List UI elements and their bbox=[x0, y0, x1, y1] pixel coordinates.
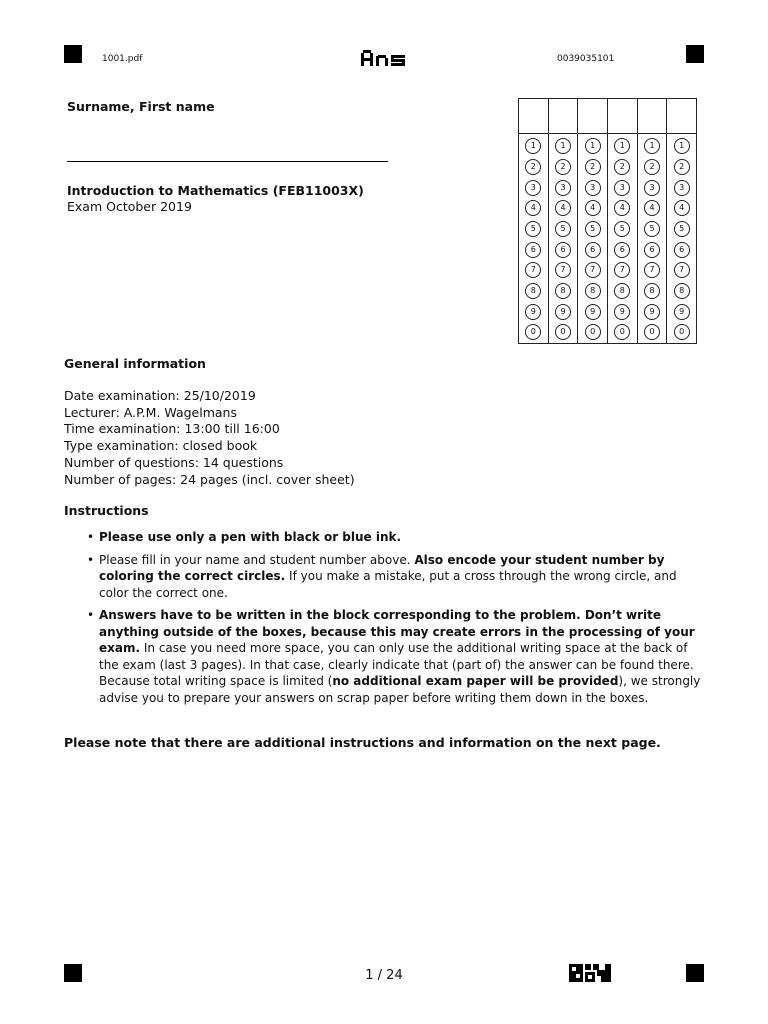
digit-bubble[interactable]: 6 bbox=[644, 242, 660, 258]
digit-bubble[interactable]: 6 bbox=[555, 242, 571, 258]
instruction-item bbox=[64, 552, 706, 602]
digit-bubble[interactable]: 6 bbox=[525, 242, 541, 258]
digit-write-box[interactable] bbox=[608, 99, 637, 134]
digit-bubble[interactable]: 0 bbox=[555, 324, 571, 340]
general-info-item: Type examination: closed book bbox=[64, 438, 258, 454]
bullet: • bbox=[87, 608, 95, 622]
digit-bubble[interactable]: 2 bbox=[644, 159, 660, 175]
digit-bubble[interactable]: 4 bbox=[644, 200, 660, 216]
digit-bubble[interactable]: 7 bbox=[525, 262, 541, 278]
digit-bubble[interactable]: 1 bbox=[555, 138, 571, 154]
student-number-grid bbox=[518, 98, 697, 344]
digit-bubble[interactable]: 3 bbox=[674, 180, 690, 196]
digit-bubble[interactable]: 9 bbox=[614, 304, 630, 320]
digit-bubble[interactable]: 3 bbox=[585, 180, 601, 196]
page-number: 1 / 24 bbox=[365, 968, 403, 983]
digit-bubble[interactable]: 5 bbox=[614, 221, 630, 237]
digit-bubble[interactable]: 0 bbox=[674, 324, 690, 340]
final-note: Please note that there are additional instructions and information on the next page. bbox=[64, 735, 661, 750]
digit-bubble[interactable]: 2 bbox=[585, 159, 601, 175]
digit-bubble[interactable]: 3 bbox=[525, 180, 541, 196]
digit-bubble[interactable]: 5 bbox=[674, 221, 690, 237]
digit-bubble[interactable]: 6 bbox=[585, 242, 601, 258]
digit-bubble[interactable]: 9 bbox=[585, 304, 601, 320]
digit-bubble[interactable]: 8 bbox=[525, 283, 541, 299]
bullet: • bbox=[87, 530, 95, 544]
student-number-column bbox=[549, 99, 579, 343]
digit-bubble[interactable]: 7 bbox=[555, 262, 571, 278]
ans-logo bbox=[361, 49, 407, 69]
digit-bubble[interactable]: 4 bbox=[525, 200, 541, 216]
digit-bubble[interactable]: 3 bbox=[555, 180, 571, 196]
student-number-column bbox=[667, 99, 696, 343]
general-info-item: Number of pages: 24 pages (incl. cover sheet) bbox=[64, 471, 355, 487]
digit-bubble[interactable]: 3 bbox=[644, 180, 660, 196]
corner-marker-top-right bbox=[686, 45, 704, 63]
digit-bubble[interactable]: 2 bbox=[525, 159, 541, 175]
instruction-text: ), we strongly advise you to prepare your answers on scrap paper before writing them down in the boxes. bbox=[99, 674, 701, 705]
instruction-text: Also encode your student number by coloring the correct circles. bbox=[99, 552, 665, 583]
digit-bubble[interactable]: 4 bbox=[614, 200, 630, 216]
digit-bubble[interactable]: 8 bbox=[614, 283, 630, 299]
digit-bubble[interactable]: 3 bbox=[614, 180, 630, 196]
digit-bubble[interactable]: 7 bbox=[644, 262, 660, 278]
digit-bubble[interactable]: 8 bbox=[555, 283, 571, 299]
digit-bubble[interactable]: 7 bbox=[585, 262, 601, 278]
digit-bubble[interactable]: 6 bbox=[614, 242, 630, 258]
digit-bubble[interactable]: 8 bbox=[644, 283, 660, 299]
digit-bubble[interactable]: 6 bbox=[674, 242, 690, 258]
exam-name: Exam October 2019 bbox=[67, 199, 192, 214]
general-info-item: Number of questions: 14 questions bbox=[64, 454, 284, 470]
digit-bubble[interactable]: 4 bbox=[555, 200, 571, 216]
digit-bubble[interactable]: 5 bbox=[644, 221, 660, 237]
name-write-line[interactable] bbox=[67, 161, 388, 162]
digit-bubble[interactable]: 7 bbox=[674, 262, 690, 278]
instruction-text: Please use only a pen with black or blue ink. bbox=[99, 530, 402, 544]
digit-bubble[interactable]: 1 bbox=[585, 138, 601, 154]
digit-bubble[interactable]: 8 bbox=[585, 283, 601, 299]
digit-bubble[interactable]: 9 bbox=[525, 304, 541, 320]
digit-write-box[interactable] bbox=[519, 99, 548, 134]
digit-bubble[interactable]: 0 bbox=[585, 324, 601, 340]
instruction-text: no additional exam paper will be provided bbox=[332, 674, 619, 688]
digit-bubble[interactable]: 1 bbox=[644, 138, 660, 154]
digit-bubble[interactable]: 5 bbox=[525, 221, 541, 237]
digit-bubble[interactable]: 9 bbox=[555, 304, 571, 320]
digit-bubble[interactable]: 1 bbox=[614, 138, 630, 154]
digit-bubble[interactable]: 2 bbox=[555, 159, 571, 175]
digit-bubble[interactable]: 4 bbox=[585, 200, 601, 216]
instruction-item bbox=[64, 607, 706, 706]
surname-label: Surname, First name bbox=[67, 99, 215, 114]
digit-write-box[interactable] bbox=[578, 99, 607, 134]
digit-bubble[interactable]: 2 bbox=[614, 159, 630, 175]
instruction-text: If you make a mistake, put a cross through the wrong circle, and color the correct one. bbox=[99, 569, 677, 600]
instructions-heading: Instructions bbox=[64, 503, 149, 518]
bullet: • bbox=[87, 552, 95, 567]
file-name: 1001.pdf bbox=[102, 54, 143, 64]
student-number-column bbox=[608, 99, 638, 343]
digit-bubble[interactable]: 5 bbox=[585, 221, 601, 237]
general-info-item: Time examination: 13:00 till 16:00 bbox=[64, 421, 280, 437]
digit-bubble[interactable]: 9 bbox=[674, 304, 690, 320]
instruction-text: In case you need more space, you can only use the additional writing space at the back of the exam (last 3 pages). In that case, clearly indicate that (part of) the answer can be found there. Because total writing space is limited ( bbox=[99, 641, 694, 688]
digit-bubble[interactable]: 7 bbox=[614, 262, 630, 278]
digit-bubble[interactable]: 5 bbox=[555, 221, 571, 237]
exam-code: 0039035101 bbox=[557, 54, 615, 64]
digit-bubble[interactable]: 4 bbox=[674, 200, 690, 216]
general-info-item: Date examination: 25/10/2019 bbox=[64, 388, 256, 403]
student-number-column bbox=[519, 99, 549, 343]
digit-bubble[interactable]: 0 bbox=[525, 324, 541, 340]
instruction-text: Answers have to be written in the block corresponding to the problem. Don’t write anything outside of the boxes, because this may create errors in the processing of your exam. bbox=[99, 608, 695, 655]
digit-bubble[interactable]: 1 bbox=[674, 138, 690, 154]
digit-bubble[interactable]: 0 bbox=[614, 324, 630, 340]
corner-marker-top-left bbox=[64, 45, 82, 63]
student-number-column bbox=[578, 99, 608, 343]
digit-bubble[interactable]: 8 bbox=[674, 283, 690, 299]
digit-bubble[interactable]: 0 bbox=[644, 324, 660, 340]
student-number-column bbox=[638, 99, 668, 343]
instruction-text: Please fill in your name and student number above. bbox=[99, 552, 415, 567]
digit-write-box[interactable] bbox=[638, 99, 667, 134]
general-info-list bbox=[64, 388, 355, 488]
instruction-item bbox=[64, 529, 706, 546]
general-info-heading: General information bbox=[64, 356, 206, 371]
digit-bubble[interactable]: 2 bbox=[674, 159, 690, 175]
digit-bubble[interactable]: 9 bbox=[644, 304, 660, 320]
instructions-list bbox=[64, 529, 706, 712]
digit-write-box[interactable] bbox=[549, 99, 578, 134]
digit-write-box[interactable] bbox=[667, 99, 696, 134]
course-title: Introduction to Mathematics (FEB11003X) bbox=[67, 183, 364, 198]
digit-bubble[interactable]: 1 bbox=[525, 138, 541, 154]
general-info-item: Lecturer: A.P.M. Wagelmans bbox=[64, 404, 237, 420]
